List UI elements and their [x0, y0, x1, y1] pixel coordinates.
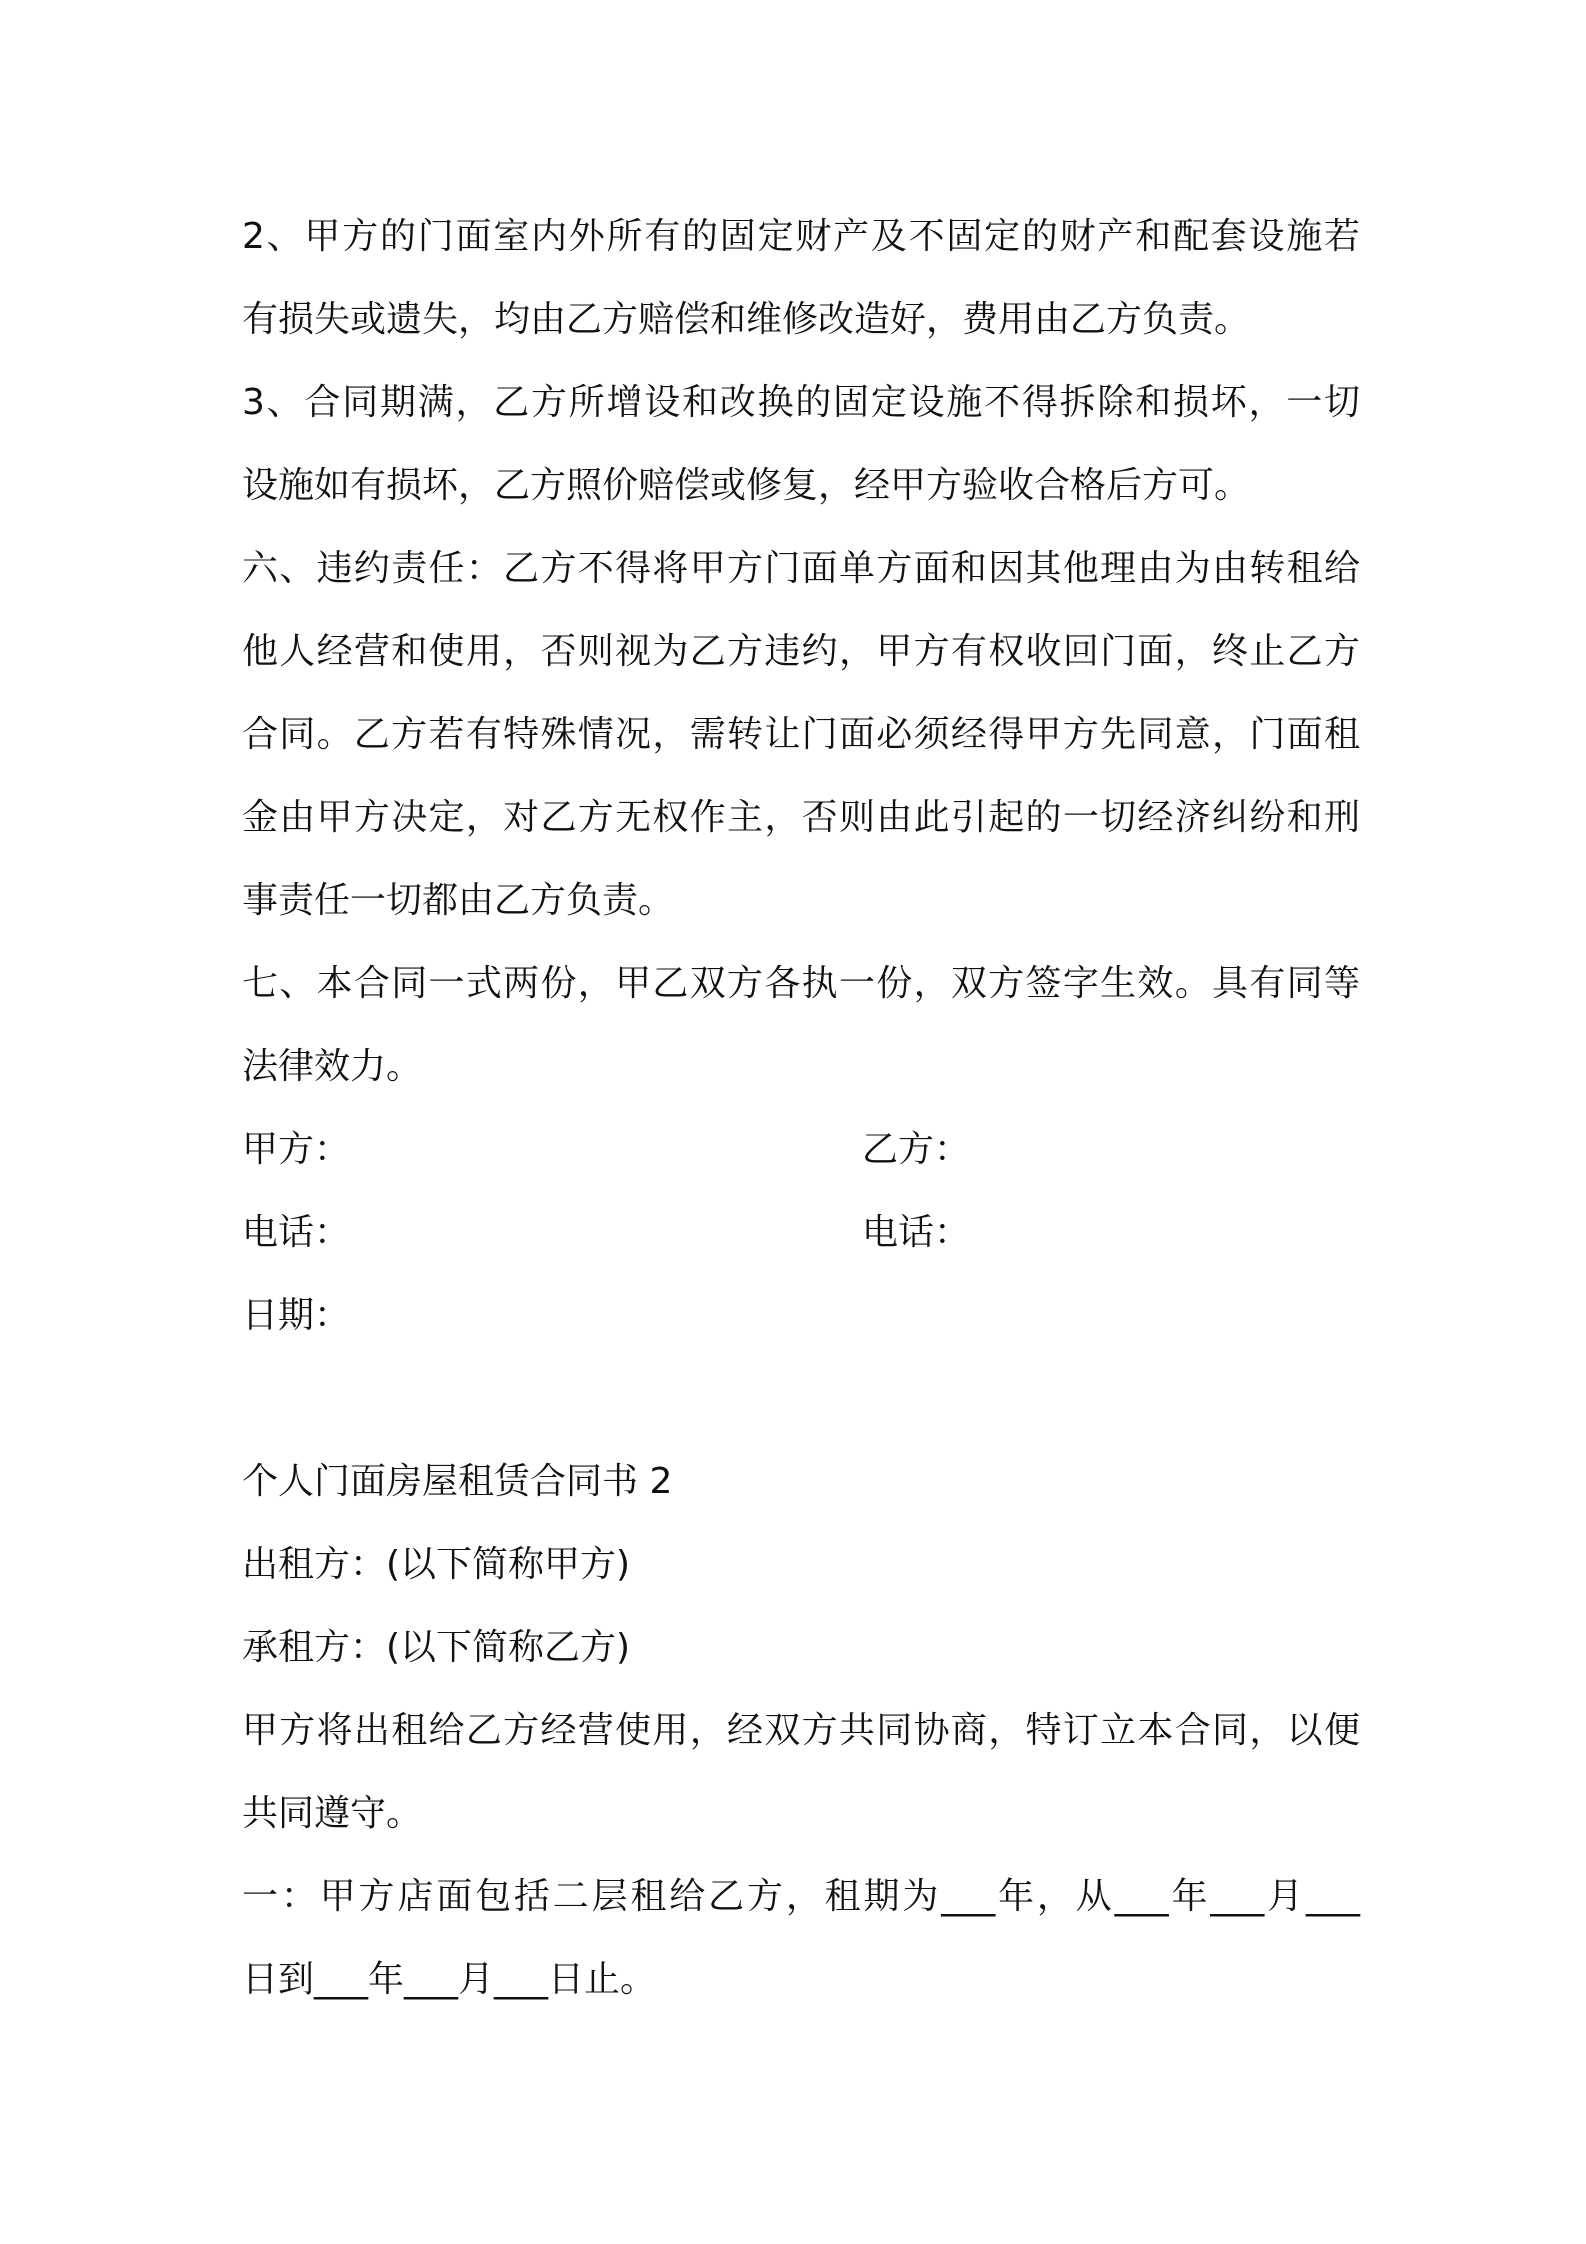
party-b-label: 乙方：: [862, 1129, 971, 1170]
paragraph-line: 金由甲方决定，对乙方无权作主，否则由此引起的一切经济纠纷和刑: [242, 797, 1360, 838]
paragraph-line: 一：甲方店面包括二层租给乙方，租期为___年，从___年___月___: [242, 1876, 1360, 1917]
paragraph-line: 合同。乙方若有特殊情况，需转让门面必须经得甲方先同意，门面租: [242, 714, 1360, 755]
phone-b-label: 电话：: [862, 1212, 971, 1253]
phone-a-label: 电话：: [242, 1212, 351, 1253]
date-label: 日期：: [242, 1295, 351, 1336]
paragraph-line: 3、合同期满，乙方所增设和改换的固定设施不得拆除和损坏，一切: [242, 382, 1360, 423]
lessee-line: 承租方：(以下简称乙方): [242, 1627, 631, 1668]
lessor-line: 出租方：(以下简称甲方): [242, 1544, 631, 1585]
paragraph-line: 六、违约责任：乙方不得将甲方门面单方面和因其他理由为由转租给: [242, 548, 1360, 589]
signature-row: [242, 1108, 1360, 1191]
phone-row: [242, 1191, 1360, 1274]
paragraph-line: 共同遵守。: [242, 1793, 423, 1834]
paragraph-line: 他人经营和使用，否则视为乙方违约，甲方有权收回门面，终止乙方: [242, 631, 1360, 672]
paragraph-line: 设施如有损坏，乙方照价赔偿或修复，经甲方验收合格后方可。: [242, 465, 1251, 506]
paragraph-line: 2、甲方的门面室内外所有的固定财产及不固定的财产和配套设施若: [242, 216, 1360, 257]
paragraph-line: 七、本合同一式两份，甲乙双方各执一份，双方签字生效。具有同等: [242, 963, 1360, 1004]
document-page: [242, 195, 1360, 2021]
contract-title: 个人门面房屋租赁合同书 2: [242, 1461, 673, 1502]
paragraph-line: 日到___年___月___日止。: [242, 1959, 657, 2000]
date-row: [242, 1274, 1360, 1357]
paragraph-line: 有损失或遗失，均由乙方赔偿和维修改造好，费用由乙方负责。: [242, 299, 1251, 340]
paragraph-line: 甲方将出租给乙方经营使用，经双方共同协商，特订立本合同，以便: [242, 1710, 1360, 1751]
paragraph-line: 事责任一切都由乙方负责。: [242, 880, 675, 921]
section-spacer: [242, 1357, 1360, 1440]
party-a-label: 甲方：: [242, 1129, 351, 1170]
paragraph-line: 法律效力。: [242, 1046, 423, 1087]
